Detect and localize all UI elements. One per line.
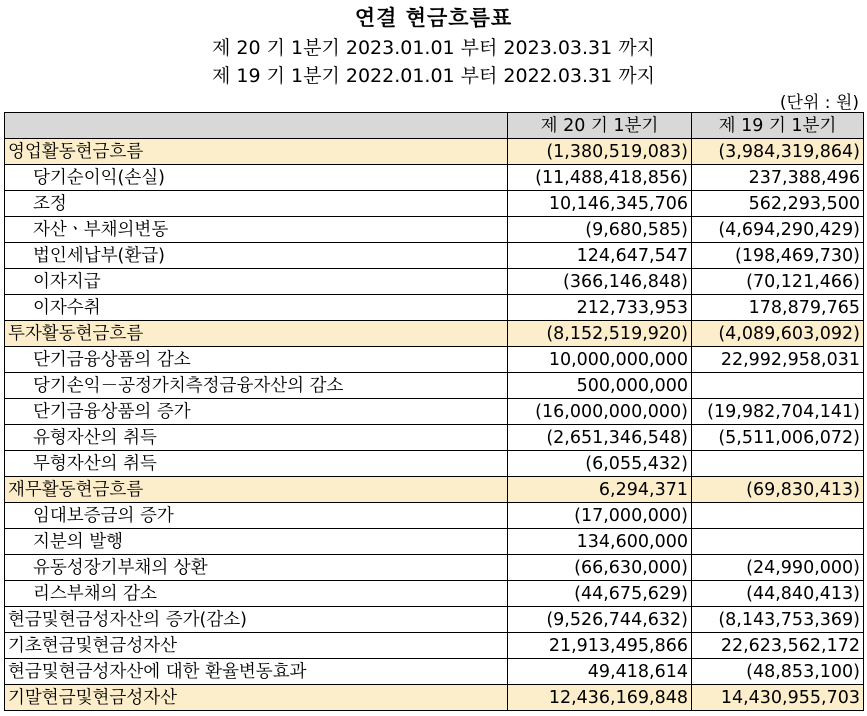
table-row [5,295,864,321]
table-row [5,165,864,191]
row-current-value: (9,526,744,632) [508,607,692,633]
row-current-value: (366,146,848) [508,269,692,295]
row-current-value: 212,733,953 [508,295,692,321]
row-label: 자산ㆍ부채의변동 [5,217,508,243]
row-label: 이자지급 [5,269,508,295]
table-row [5,191,864,217]
header-cell-current: 제 20 기 1분기 [508,113,692,139]
row-current-value: 12,436,169,848 [508,685,692,711]
row-label: 지분의 발행 [5,529,508,555]
row-current-value: 6,294,371 [508,477,692,503]
row-label: 당기순이익(손실) [5,165,508,191]
row-prior-value: (4,694,290,429) [692,217,864,243]
row-prior-value: (44,840,413) [692,581,864,607]
row-prior-value: (3,984,319,864) [692,139,864,165]
row-prior-value: (19,982,704,141) [692,399,864,425]
row-label: 기초현금및현금성자산 [5,633,508,659]
row-current-value: 21,913,495,866 [508,633,692,659]
header-cell-label [5,113,508,139]
table-row [5,321,864,347]
row-current-value: 49,418,614 [508,659,692,685]
row-prior-value: 14,430,955,703 [692,685,864,711]
row-label: 당기손익－공정가치측정금융자산의 감소 [5,373,508,399]
row-prior-value [692,451,864,477]
row-current-value: 500,000,000 [508,373,692,399]
table-row [5,607,864,633]
table-row [5,529,864,555]
table-row [5,503,864,529]
statement-title: 연결 현금흐름표 [354,6,513,30]
row-prior-value: (5,511,006,072) [692,425,864,451]
row-current-value: (16,000,000,000) [508,399,692,425]
row-prior-value: 22,992,958,031 [692,347,864,373]
row-current-value: (17,000,000) [508,503,692,529]
row-current-value: (11,488,418,856) [508,165,692,191]
table-row [5,425,864,451]
row-prior-value: (24,990,000) [692,555,864,581]
row-current-value: 134,600,000 [508,529,692,555]
unit-label: (단위 : 원) [779,93,859,113]
cash-flow-table [4,112,864,711]
row-current-value: (9,680,585) [508,217,692,243]
table-row [5,139,864,165]
row-label: 조정 [5,191,508,217]
row-prior-value [692,373,864,399]
period-current: 제 20 기 1분기 2023.01.01 부터 2023.03.31 까지 [212,37,655,59]
row-prior-value: (69,830,413) [692,477,864,503]
header-cell-prior: 제 19 기 1분기 [692,113,864,139]
table-row [5,477,864,503]
row-current-value: 124,647,547 [508,243,692,269]
table-row [5,399,864,425]
table-header-row [5,113,864,139]
period-prior: 제 19 기 1분기 2022.01.01 부터 2022.03.31 까지 [212,65,655,87]
row-current-value: (66,630,000) [508,555,692,581]
table-row [5,217,864,243]
table-row [5,581,864,607]
row-prior-value: (198,469,730) [692,243,864,269]
row-prior-value [692,503,864,529]
row-label: 재무활동현금흐름 [5,477,508,503]
row-prior-value: (4,089,603,092) [692,321,864,347]
row-prior-value: (48,853,100) [692,659,864,685]
row-current-value: (8,152,519,920) [508,321,692,347]
row-label: 현금및현금성자산에 대한 환율변동효과 [5,659,508,685]
row-label: 유형자산의 취득 [5,425,508,451]
table-row [5,555,864,581]
row-label: 리스부채의 감소 [5,581,508,607]
table-row [5,685,864,711]
row-prior-value: 237,388,496 [692,165,864,191]
row-label: 기말현금및현금성자산 [5,685,508,711]
table-row [5,243,864,269]
row-label: 무형자산의 취득 [5,451,508,477]
row-prior-value: 562,293,500 [692,191,864,217]
row-label: 영업활동현금흐름 [5,139,508,165]
row-label: 이자수취 [5,295,508,321]
row-current-value: 10,000,000,000 [508,347,692,373]
row-label: 현금및현금성자산의 증가(감소) [5,607,508,633]
row-label: 단기금융상품의 증가 [5,399,508,425]
table-row [5,347,864,373]
row-prior-value: (8,143,753,369) [692,607,864,633]
row-current-value: (1,380,519,083) [508,139,692,165]
row-current-value: (44,675,629) [508,581,692,607]
table-row [5,451,864,477]
row-prior-value: (70,121,466) [692,269,864,295]
table-row [5,659,864,685]
table-row [5,269,864,295]
row-label: 유동성장기부채의 상환 [5,555,508,581]
row-label: 단기금융상품의 감소 [5,347,508,373]
row-label: 임대보증금의 증가 [5,503,508,529]
row-prior-value [692,529,864,555]
row-label: 투자활동현금흐름 [5,321,508,347]
table-row [5,633,864,659]
table-row [5,373,864,399]
row-prior-value: 178,879,765 [692,295,864,321]
row-prior-value: 22,623,562,172 [692,633,864,659]
row-current-value: (6,055,432) [508,451,692,477]
row-label: 법인세납부(환급) [5,243,508,269]
row-current-value: (2,651,346,548) [508,425,692,451]
row-current-value: 10,146,345,706 [508,191,692,217]
